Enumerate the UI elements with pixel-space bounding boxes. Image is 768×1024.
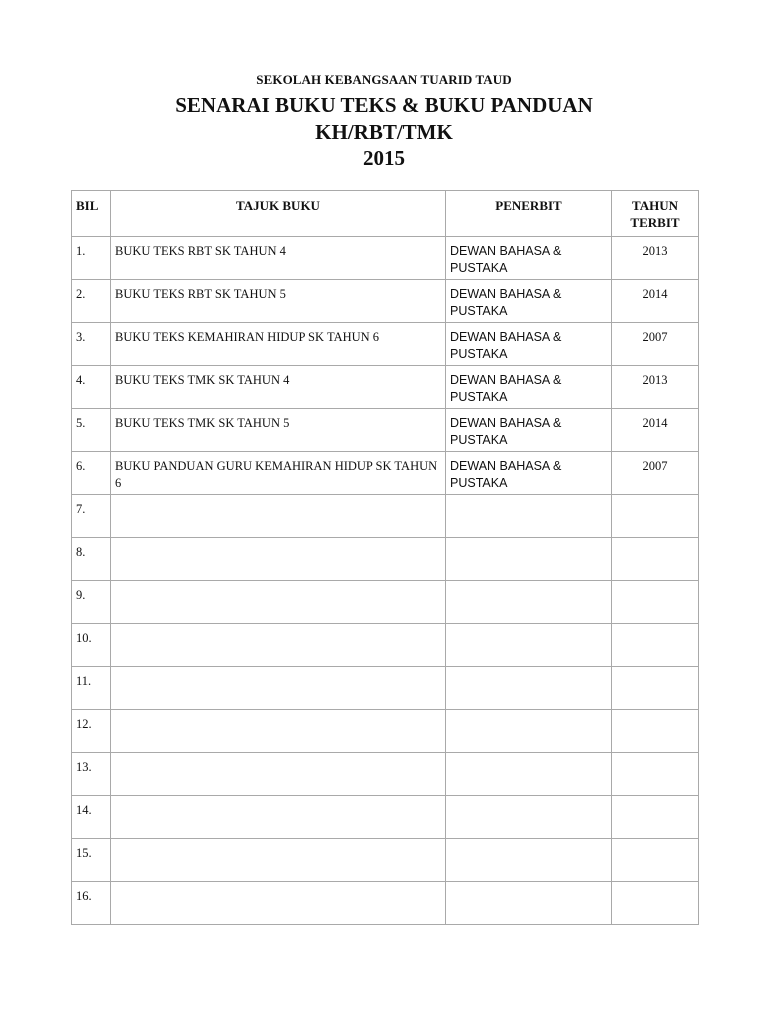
cell-tajuk-buku: [111, 581, 446, 624]
cell-bil: 4.: [72, 366, 111, 409]
table-row: [72, 323, 699, 366]
document-year: 2015: [363, 146, 405, 170]
column-header-penerbit: PENERBIT: [446, 191, 612, 237]
cell-tahun-terbit: 2007: [612, 323, 699, 366]
cell-penerbit: [446, 882, 612, 925]
cell-tajuk-buku: [111, 710, 446, 753]
cell-penerbit: DEWAN BAHASA & PUSTAKA: [446, 280, 612, 323]
cell-tahun-terbit: [612, 667, 699, 710]
table-row: [72, 452, 699, 495]
cell-tahun-terbit: [612, 753, 699, 796]
cell-bil: 8.: [72, 538, 111, 581]
cell-tahun-terbit: 2013: [612, 237, 699, 280]
cell-tahun-terbit: [612, 495, 699, 538]
table-row: [72, 882, 699, 925]
cell-bil: 14.: [72, 796, 111, 839]
school-name: SEKOLAH KEBANGSAAN TUARID TAUD: [256, 72, 512, 87]
cell-tahun-terbit: [612, 581, 699, 624]
cell-bil: 12.: [72, 710, 111, 753]
document-title: SENARAI BUKU TEKS & BUKU PANDUAN: [175, 93, 593, 117]
cell-penerbit: [446, 839, 612, 882]
table-row: [72, 710, 699, 753]
cell-bil: 11.: [72, 667, 111, 710]
cell-penerbit: [446, 495, 612, 538]
cell-tajuk-buku: BUKU TEKS KEMAHIRAN HIDUP SK TAHUN 6: [111, 323, 446, 366]
table-row: [72, 753, 699, 796]
cell-tajuk-buku: BUKU PANDUAN GURU KEMAHIRAN HIDUP SK TAHUN 6: [111, 452, 446, 495]
cell-bil: 10.: [72, 624, 111, 667]
cell-bil: 13.: [72, 753, 111, 796]
cell-tahun-terbit: 2007: [612, 452, 699, 495]
table-row: [72, 366, 699, 409]
cell-tajuk-buku: [111, 624, 446, 667]
cell-tajuk-buku: [111, 753, 446, 796]
cell-penerbit: [446, 667, 612, 710]
table-row: [72, 581, 699, 624]
cell-penerbit: [446, 581, 612, 624]
cell-bil: 3.: [72, 323, 111, 366]
cell-tajuk-buku: [111, 796, 446, 839]
cell-tahun-terbit: 2014: [612, 409, 699, 452]
cell-tahun-terbit: [612, 796, 699, 839]
cell-tajuk-buku: BUKU TEKS TMK SK TAHUN 5: [111, 409, 446, 452]
book-list-table: [71, 190, 699, 925]
table-body: [72, 237, 699, 925]
cell-penerbit: DEWAN BAHASA & PUSTAKA: [446, 452, 612, 495]
cell-penerbit: DEWAN BAHASA & PUSTAKA: [446, 323, 612, 366]
cell-penerbit: DEWAN BAHASA & PUSTAKA: [446, 237, 612, 280]
cell-penerbit: DEWAN BAHASA & PUSTAKA: [446, 409, 612, 452]
cell-penerbit: [446, 753, 612, 796]
cell-tajuk-buku: [111, 667, 446, 710]
table-row: [72, 667, 699, 710]
cell-bil: 6.: [72, 452, 111, 495]
cell-penerbit: [446, 624, 612, 667]
column-header-tajuk-buku: TAJUK BUKU: [111, 191, 446, 237]
cell-tahun-terbit: [612, 882, 699, 925]
cell-tajuk-buku: [111, 882, 446, 925]
column-header-tahun-terbit: TAHUN TERBIT: [612, 191, 699, 237]
cell-tajuk-buku: BUKU TEKS RBT SK TAHUN 5: [111, 280, 446, 323]
cell-penerbit: [446, 796, 612, 839]
cell-bil: 1.: [72, 237, 111, 280]
cell-tahun-terbit: [612, 624, 699, 667]
cell-bil: 16.: [72, 882, 111, 925]
column-header-bil: BIL: [72, 191, 111, 237]
table-row: [72, 624, 699, 667]
table-header-row: [72, 191, 699, 237]
cell-tahun-terbit: [612, 839, 699, 882]
cell-tahun-terbit: [612, 710, 699, 753]
cell-tajuk-buku: [111, 839, 446, 882]
table-row: [72, 796, 699, 839]
cell-tajuk-buku: BUKU TEKS RBT SK TAHUN 4: [111, 237, 446, 280]
table-row: [72, 280, 699, 323]
table-row: [72, 237, 699, 280]
table-row: [72, 409, 699, 452]
table-row: [72, 839, 699, 882]
cell-bil: 5.: [72, 409, 111, 452]
cell-tahun-terbit: 2013: [612, 366, 699, 409]
cell-tajuk-buku: [111, 538, 446, 581]
cell-penerbit: [446, 538, 612, 581]
cell-penerbit: [446, 710, 612, 753]
table-row: [72, 538, 699, 581]
cell-tahun-terbit: [612, 538, 699, 581]
cell-tajuk-buku: BUKU TEKS TMK SK TAHUN 4: [111, 366, 446, 409]
cell-bil: 2.: [72, 280, 111, 323]
cell-tahun-terbit: 2014: [612, 280, 699, 323]
cell-bil: 9.: [72, 581, 111, 624]
cell-tajuk-buku: [111, 495, 446, 538]
cell-bil: 15.: [72, 839, 111, 882]
cell-bil: 7.: [72, 495, 111, 538]
table-row: [72, 495, 699, 538]
document-subtitle: KH/RBT/TMK: [315, 120, 453, 144]
cell-penerbit: DEWAN BAHASA & PUSTAKA: [446, 366, 612, 409]
